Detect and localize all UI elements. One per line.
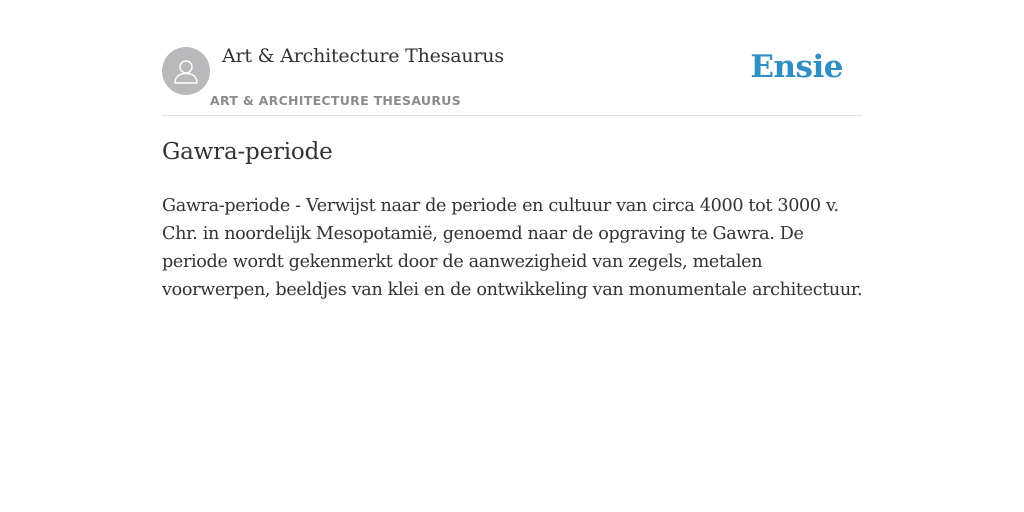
avatar[interactable] bbox=[162, 47, 210, 95]
author-name[interactable]: Art & Architecture Thesaurus bbox=[222, 45, 504, 67]
category-label[interactable]: ART & ARCHITECTURE THESAURUS bbox=[210, 93, 462, 108]
header bbox=[162, 0, 862, 116]
page-title: Gawra-periode bbox=[162, 139, 333, 165]
definition-text: Gawra-periode - Verwijst naar de periode en cultuur van circa 4000 tot 3000 v. Chr. in noordelijk Mesopotamië, genoemd naar de opgraving te Gawra. De periode wordt gekenmerkt door de aanwezigheid van zegels, metalen voorwerpen, beeldjes van klei en de ontwikkeling van monumentale architectuur. bbox=[162, 196, 863, 300]
user-icon bbox=[172, 57, 200, 85]
brand-logo[interactable]: Ensie bbox=[750, 49, 843, 85]
page bbox=[162, 0, 863, 300]
